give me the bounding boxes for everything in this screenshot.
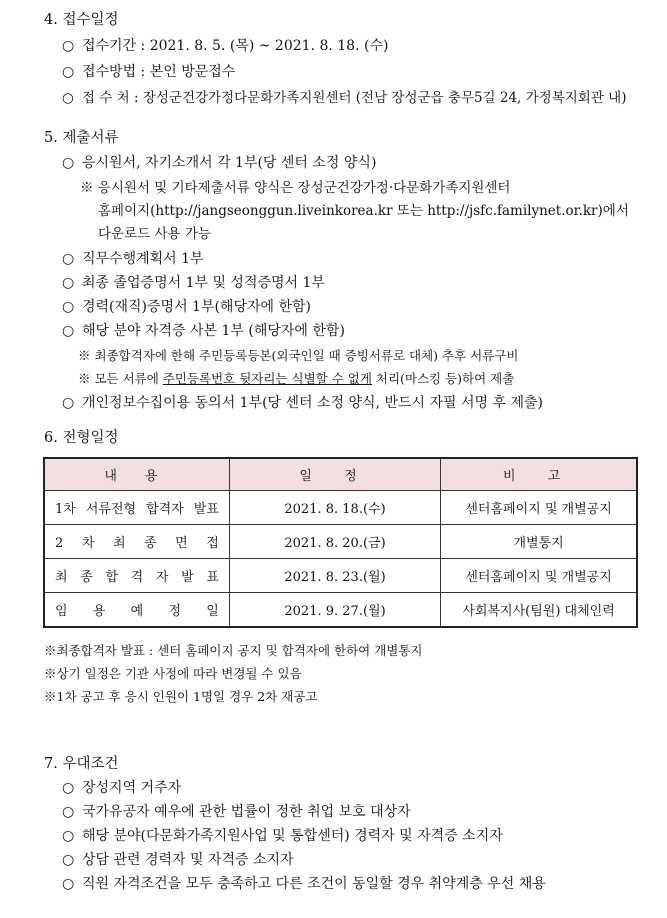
bullet-circle-icon: ○ bbox=[62, 780, 75, 796]
bullet-circle-icon: ○ bbox=[62, 38, 75, 54]
table-cell: 최 종 합 격 자 발 표 bbox=[44, 559, 229, 593]
section5-item: ○ 개인정보수집이용 동의서 1부(당 센터 소정 양식, 반드시 자필 서명 후 제출) bbox=[62, 395, 543, 411]
bullet-circle-icon: ○ bbox=[62, 251, 75, 267]
table-header: 일 정 bbox=[229, 458, 440, 491]
section7-item: ○ 국가유공자 예우에 관한 법률이 정한 취업 보호 대상자 bbox=[62, 804, 411, 820]
section7-item: ○ 직원 자격조건을 모두 충족하고 다른 조건이 동일할 경우 취약계층 우선 채용 bbox=[62, 876, 546, 892]
section5-item: ○ 최종 졸업증명서 1부 및 성적증명서 1부 bbox=[62, 275, 325, 291]
bullet-circle-icon: ○ bbox=[62, 155, 75, 171]
bullet-circle-icon: ○ bbox=[62, 64, 75, 80]
table-row bbox=[44, 559, 637, 593]
section5-heading: 5. 제출서류 bbox=[44, 130, 119, 146]
schedule-footnote: ※1차 공고 후 응시 인원이 1명일 경우 2차 재공고 bbox=[44, 689, 318, 704]
bullet-circle-icon: ○ bbox=[62, 804, 75, 820]
section7-item: ○ 장성지역 거주자 bbox=[62, 780, 182, 796]
bullet-circle-icon: ○ bbox=[62, 299, 75, 315]
section7-heading: 7. 우대조건 bbox=[44, 756, 119, 772]
table-cell: 2021. 9. 27.(월) bbox=[229, 593, 440, 628]
schedule-footnote: ※상기 일정은 기관 사정에 따라 변경될 수 있음 bbox=[44, 666, 302, 681]
table-cell: 센터홈페이지 및 개별공지 bbox=[441, 491, 637, 525]
section5-note-cont: 다운로드 사용 가능 bbox=[98, 226, 211, 242]
table-row bbox=[44, 593, 637, 628]
section5-note: ※ 최종합격자에 한해 주민등록등본(외국인일 때 증빙서류로 대체) 추후 서류구비 bbox=[78, 348, 519, 363]
section5-item: ○ 경력(재직)증명서 1부(해당자에 한함) bbox=[62, 299, 311, 315]
bullet-circle-icon: ○ bbox=[62, 876, 75, 892]
table-cell: 2021. 8. 20.(금) bbox=[229, 525, 440, 559]
section7-item: ○ 해당 분야(다문화가족지원사업 및 통합센터) 경력자 및 자격증 소지자 bbox=[62, 828, 503, 844]
table-header: 내 용 bbox=[44, 458, 229, 491]
section5-note: ※ 모든 서류에 주민등록번호 뒷자리는 식별할 수 없게 처리(마스킹 등)하여 제출 bbox=[78, 371, 515, 386]
table-cell: 1차 서류전형 합격자 발표 bbox=[44, 491, 229, 525]
bullet-circle-icon: ○ bbox=[62, 275, 75, 291]
table-cell: 2 차 최 종 면 접 bbox=[44, 525, 229, 559]
section5-note: ※ 응시원서 및 기타제출서류 양식은 장성군건강가정·다문화가족지원센터 bbox=[80, 180, 511, 196]
section5-item: ○ 직무수행계획서 1부 bbox=[62, 251, 204, 267]
bullet-circle-icon: ○ bbox=[62, 395, 75, 411]
bullet-circle-icon: ○ bbox=[62, 90, 74, 106]
table-cell: 센터홈페이지 및 개별공지 bbox=[441, 559, 637, 593]
section5-item: ○ 해당 분야 자격증 사본 1부 (해당자에 한함) bbox=[62, 323, 345, 339]
schedule-footnote: ※최종합격자 발표 : 센터 홈페이지 공지 및 합격자에 한하여 개별통지 bbox=[44, 643, 423, 658]
table-header-row bbox=[44, 458, 637, 491]
section5-item: ○ 응시원서, 자기소개서 각 1부(당 센터 소정 양식) bbox=[62, 155, 377, 171]
section4-heading: 4. 접수일정 bbox=[44, 12, 119, 28]
bullet-circle-icon: ○ bbox=[62, 852, 75, 868]
section4-item: ○ 접수방법 : 본인 방문접수 bbox=[62, 64, 236, 80]
bullet-circle-icon: ○ bbox=[62, 828, 75, 844]
underlined-text: 주민등록번호 뒷자리는 식별할 수 없게 bbox=[162, 371, 372, 386]
table-cell: 2021. 8. 18.(수) bbox=[229, 491, 440, 525]
table-cell: 사회복지사(팀원) 대체인력 bbox=[441, 593, 637, 628]
section4-item: ○ 접 수 처 : 장성군건강가정다문화가족지원센터 (전남 장성군읍 충무5길 24, 가정복지회관 내) bbox=[62, 90, 627, 106]
table-cell: 2021. 8. 23.(월) bbox=[229, 559, 440, 593]
bullet-circle-icon: ○ bbox=[62, 323, 75, 339]
table-cell: 개별통지 bbox=[441, 525, 637, 559]
table-cell: 임 용 예 정 일 bbox=[44, 593, 229, 628]
section4-item: ○ 접수기간 : 2021. 8. 5. (목) ~ 2021. 8. 18. (수) bbox=[62, 38, 389, 54]
section7-item: ○ 상담 관련 경력자 및 자격증 소지자 bbox=[62, 852, 294, 868]
section5-note-url: 홈페이지(http://jangseonggun.liveinkorea.kr 또는 http://jsfc.familynet.or.kr)에서 bbox=[98, 203, 629, 219]
schedule-table bbox=[43, 457, 638, 628]
table-header: 비 고 bbox=[441, 458, 637, 491]
section6-heading: 6. 전형일정 bbox=[44, 430, 119, 446]
table-row bbox=[44, 491, 637, 525]
table-row bbox=[44, 525, 637, 559]
